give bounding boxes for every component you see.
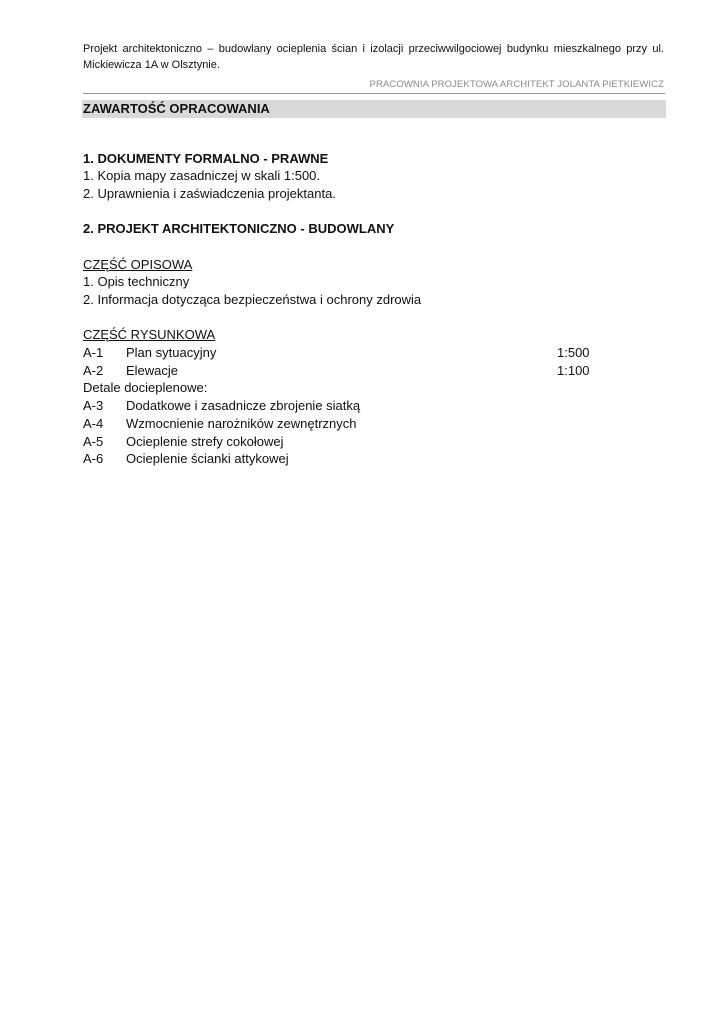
detail-row: [83, 433, 284, 450]
contents-title: ZAWARTOŚĆ OPRACOWANIA: [83, 101, 270, 116]
contents-title-bar: [82, 100, 666, 118]
detail-row: [83, 397, 360, 414]
detail-code: A-5: [83, 434, 104, 449]
details-label: Detale docieplenowe:: [83, 380, 208, 395]
section1-item-1: 1. Kopia mapy zasadniczej w skali 1:500.: [83, 168, 321, 183]
drawing-code: A-1: [83, 345, 104, 360]
section2-heading: 2. PROJEKT ARCHITEKTONICZNO - BUDOWLANY: [83, 221, 395, 236]
detail-name: Ocieplenie strefy cokołowej: [126, 434, 284, 449]
detail-code: A-4: [83, 416, 104, 431]
descriptive-part-heading: CZĘŚĆ OPISOWA: [83, 257, 193, 272]
drawing-row: [83, 344, 216, 361]
drawing-code: A-2: [83, 363, 104, 378]
office-name-header: PRACOWNIA PROJEKTOWA ARCHITEKT JOLANTA PIETKIEWICZ: [369, 79, 664, 90]
detail-code: A-3: [83, 398, 104, 413]
drawings-part-heading: CZĘŚĆ RYSUNKOWA: [83, 327, 216, 342]
drawing-scale: 1:100: [557, 363, 590, 378]
detail-name: Ocieplenie ścianki attykowej: [126, 451, 289, 466]
drawing-row: [83, 362, 178, 379]
detail-name: Wzmocnienie narożników zewnętrznych: [126, 416, 357, 431]
drawing-name: Elewacje: [126, 363, 179, 378]
header-divider: [83, 93, 665, 94]
descriptive-item-2: 2. Informacja dotycząca bezpieczeństwa i ochrony zdrowia: [83, 292, 422, 307]
project-title-header: Projekt architektoniczno – budowlany ocieplenia ścian i izolacji przeciwwilgociowej budynku mieszkalnego przy ul. Mickiewicza 1A w Olsztynie.: [83, 43, 664, 71]
drawing-scale: 1:500: [557, 345, 590, 360]
section1-item-2: 2. Uprawnienia i zaświadczenia projektanta.: [83, 186, 336, 201]
detail-name: Dodatkowe i zasadnicze zbrojenie siatką: [126, 398, 361, 413]
descriptive-item-1: 1. Opis techniczny: [83, 274, 190, 289]
section1-heading: 1. DOKUMENTY FORMALNO - PRAWNE: [83, 151, 329, 166]
detail-row: [83, 415, 356, 432]
drawing-name: Plan sytuacyjny: [126, 345, 217, 360]
detail-row: [83, 450, 289, 467]
detail-code: A-6: [83, 451, 104, 466]
